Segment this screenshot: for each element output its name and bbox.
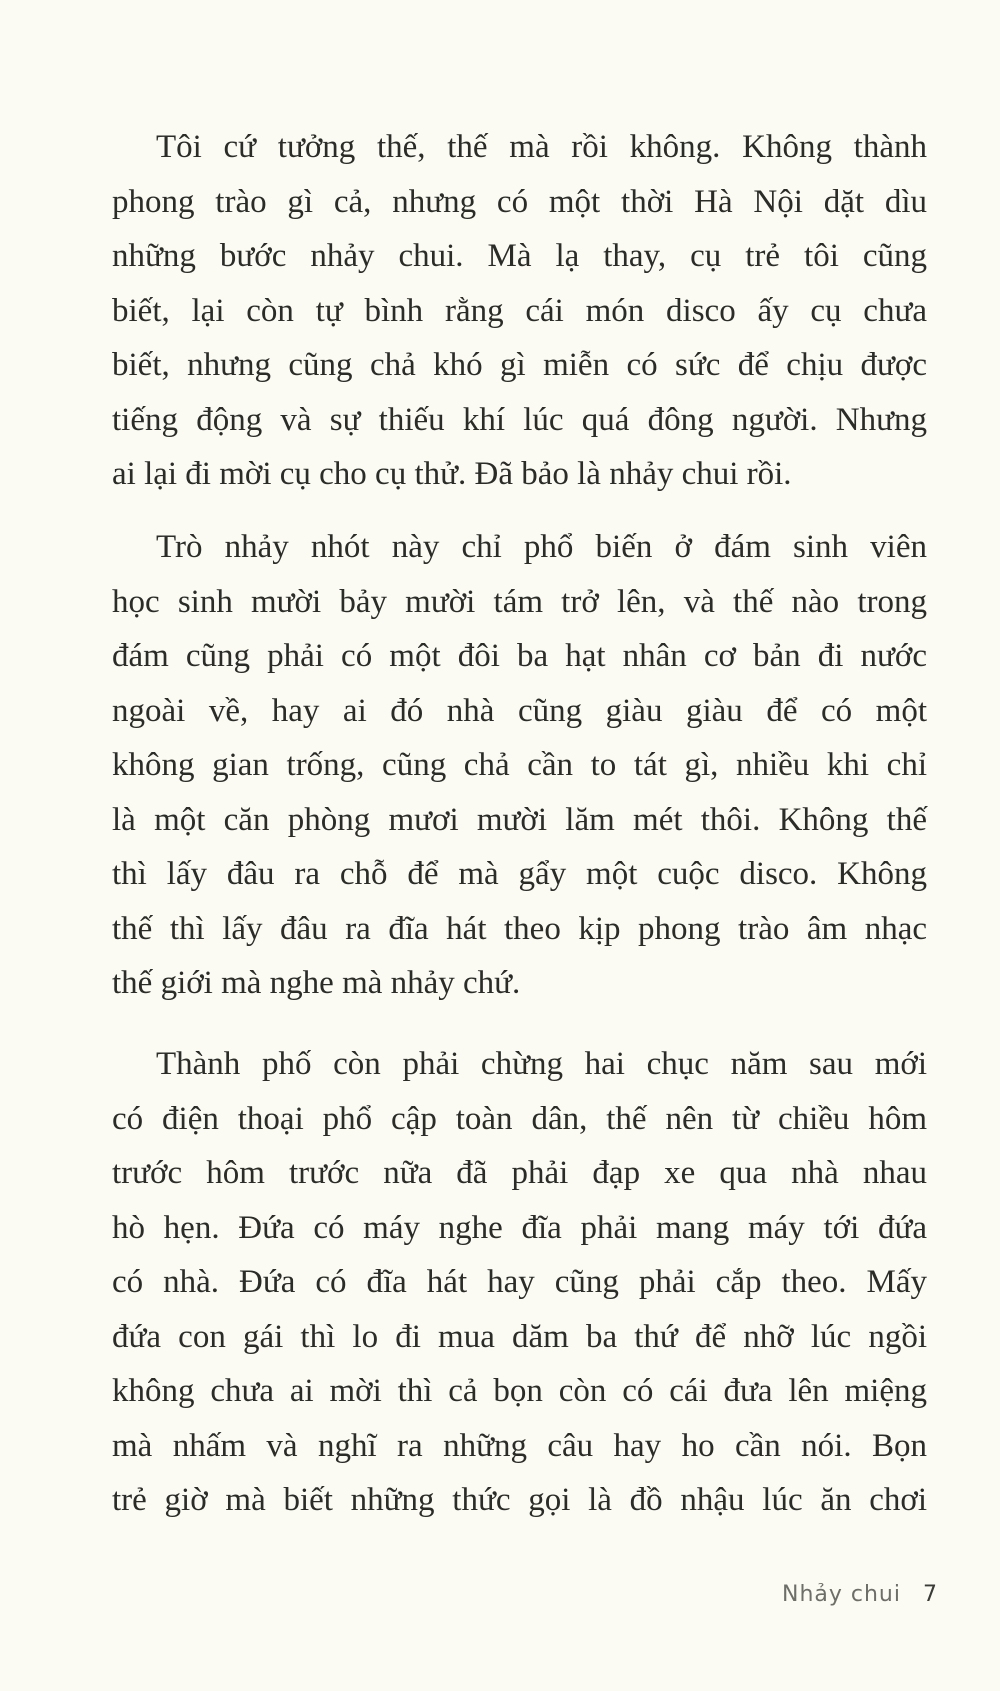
text-line: ngoài về, hay ai đó nhà cũng giàu giàu để có một: [112, 692, 927, 729]
text-line: Trò nhảy nhót này chỉ phổ biến ở đám sinh viên: [156, 529, 927, 565]
text-line: trẻ giờ mà biết những thức gọi là đồ nhậu lúc ăn chơi: [112, 1482, 927, 1518]
text-line: không chưa ai mời thì cả bọn còn có cái đưa lên miệng: [112, 1373, 927, 1409]
text-line: phong trào gì cả, nhưng có một thời Hà Nội dặt dìu: [112, 183, 927, 220]
text-line: đứa con gái thì lo đi mua dăm ba thứ để nhỡ lúc ngồi: [112, 1318, 927, 1355]
text-line: biết, nhưng cũng chả khó gì miễn có sức để chịu được: [112, 347, 927, 383]
text-line: thế giới mà nghe mà nhảy chứ.: [112, 965, 521, 1001]
text-line: mà nhấm và nghĩ ra những câu hay ho cần nói. Bọn: [112, 1427, 927, 1464]
text-line: Thành phố còn phải chừng hai chục năm sau mới: [156, 1046, 927, 1082]
text-line: hò hẹn. Đứa có máy nghe đĩa phải mang máy tới đứa: [112, 1209, 927, 1246]
paragraph-3: [112, 1037, 927, 1528]
text-line: những bước nhảy chui. Mà lạ thay, cụ trẻ tôi cũng: [112, 238, 927, 274]
text-line: thì lấy đâu ra chỗ để mà gẩy một cuộc disco. Không: [112, 856, 927, 892]
text-line: biết, lại còn tự bình rằng cái món disco ấy cụ chưa: [112, 292, 927, 329]
text-line: trước hôm trước nữa đã phải đạp xe qua nhà nhau: [112, 1155, 927, 1191]
page-footer: [782, 1582, 938, 1607]
text-line: không gian trống, cũng chả cần to tát gì, nhiều khi chỉ: [112, 747, 927, 783]
text-line: Tôi cứ tưởng thế, thế mà rồi không. Không thành: [156, 129, 927, 165]
page-number: 7: [923, 1582, 938, 1607]
text-line: có nhà. Đứa có đĩa hát hay cũng phải cắp theo. Mấy: [112, 1264, 927, 1300]
text-line: tiếng động và sự thiếu khí lúc quá đông người. Nhưng: [112, 401, 927, 438]
running-title: Nhảy chui: [782, 1582, 901, 1607]
text-line: đám cũng phải có một đôi ba hạt nhân cơ bản đi nước: [112, 638, 927, 674]
text-line: là một căn phòng mươi mười lăm mét thôi. Không thế: [112, 801, 927, 838]
text-line: có điện thoại phổ cập toàn dân, thế nên từ chiều hôm: [112, 1100, 927, 1137]
text-line: ai lại đi mời cụ cho cụ thử. Đã bảo là nhảy chui rồi.: [112, 456, 792, 492]
text-line: học sinh mười bảy mười tám trở lên, và thế nào trong: [112, 583, 927, 620]
paragraph-2: [112, 520, 927, 1011]
text-line: thế thì lấy đâu ra đĩa hát theo kịp phong trào âm nhạc: [112, 910, 927, 947]
paragraph-1: [112, 120, 927, 502]
